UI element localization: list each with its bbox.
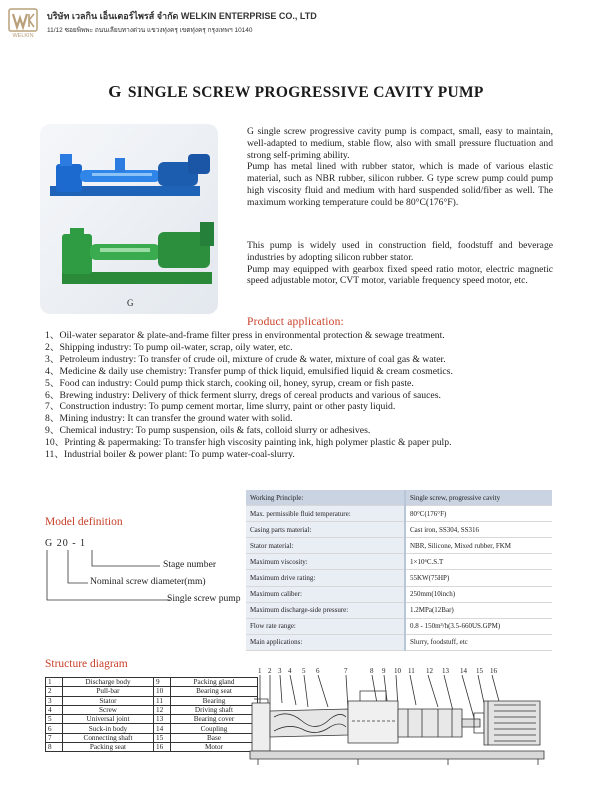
- diagram-callout-number: 9: [382, 667, 386, 675]
- spec-value: 0.8 - 150m³/h(3.5-660US.GPM): [405, 618, 552, 634]
- diagram-callout-number: 13: [442, 667, 449, 675]
- company-logo: [8, 8, 38, 38]
- spec-key: Maximum discharge-side pressure:: [246, 602, 405, 618]
- model-stage-label: Stage number: [163, 559, 217, 570]
- spec-value: 1.2MPa(12Bar): [405, 602, 552, 618]
- table-row: [46, 678, 258, 687]
- description-paragraph-1: G single screw progressive cavity pump is compact, small, easy to maintain, well-adapted to medium, stable flow, also with small pressure fluctuation and strong self-priming ability. Pump has metal lined with rubber stator, which is made of various elastic material, such as NBR rubber, silicon rubber. G type screw pump could pump high viscosity fluid and medium with hard suspended solid/fiber as well. The maximum working temperature could be 80°C(176°F).: [247, 126, 553, 208]
- table-row: [246, 506, 552, 522]
- spec-value: Slurry, foodstuff, etc: [405, 634, 552, 650]
- list-item: 4、Medicine & daily use chemistry: Transfer pump of thick liquid, emulsified liquid & cream cosmetics.: [45, 365, 453, 377]
- diagram-callout-number: 15: [476, 667, 483, 675]
- model-diameter-label: Nominal screw diameter(mm): [90, 576, 206, 587]
- structure-diagram: [248, 665, 548, 769]
- part-name: Packing seat: [63, 743, 154, 752]
- part-name: Packing gland: [171, 678, 258, 687]
- table-row: [246, 586, 552, 602]
- diagram-callout-number: 11: [408, 667, 415, 675]
- part-number: 7: [46, 733, 63, 742]
- part-name: Pull-bar: [63, 687, 154, 696]
- diagram-callout-number: 8: [370, 667, 374, 675]
- model-pump-label: Single screw pump: [167, 593, 241, 604]
- list-item: 3、Petroleum industry: To transfer of crude oil, mixture of crude & water, mixture of coal gas & water.: [45, 353, 446, 365]
- diagram-callout-number: 7: [344, 667, 348, 675]
- part-number: 3: [46, 696, 63, 705]
- list-item: 10、Printing & papermaking: To transfer high viscosity painting ink, high polymer plastic & paper pulp.: [45, 437, 452, 449]
- part-number: 11: [154, 696, 171, 705]
- diagram-callout-number: 14: [460, 667, 467, 675]
- part-name: Bearing: [171, 696, 258, 705]
- part-number: 15: [154, 733, 171, 742]
- part-number: 2: [46, 687, 63, 696]
- part-number: 8: [46, 743, 63, 752]
- part-name: Bearing cover: [171, 715, 258, 724]
- table-row: [246, 618, 552, 634]
- spec-value: Cast iron, SS304, SS316: [405, 522, 552, 538]
- spec-key: Stator material:: [246, 538, 405, 554]
- title-letter: G: [108, 82, 122, 101]
- spec-value: 250mm(10inch): [405, 586, 552, 602]
- diagram-callout-number: 3: [278, 667, 282, 675]
- list-item: 1、Oil-water separator & plate-and-frame filter press in environmental protection & sewage treatment.: [45, 330, 445, 341]
- part-name: Motor: [171, 743, 258, 752]
- table-row: [46, 687, 258, 696]
- diagram-callout-number: 10: [394, 667, 401, 675]
- diagram-callout-number: 1: [258, 667, 262, 675]
- part-number: 12: [154, 705, 171, 714]
- part-number: 5: [46, 715, 63, 724]
- list-item: 9、Chemical industry: To pump suspension, oils & fats, colloid slurry or adhesives.: [45, 425, 371, 437]
- part-name: Stator: [63, 696, 154, 705]
- page-title: [0, 82, 592, 102]
- table-row: [46, 733, 258, 742]
- part-number: 1: [46, 678, 63, 687]
- title-text: SINGLE SCREW PROGRESSIVE CAVITY PUMP: [127, 84, 484, 101]
- part-number: 4: [46, 705, 63, 714]
- list-item: 7、Construction industry: To pump cement mortar, lime slurry, paint or other pasty liquid.: [45, 401, 396, 413]
- part-name: Discharge body: [63, 678, 154, 687]
- diagram-callout-number: 16: [490, 667, 497, 675]
- table-row: [246, 602, 552, 618]
- application-heading: Product application:: [247, 316, 344, 328]
- part-name: Suck-in body: [63, 724, 154, 733]
- part-number: 10: [154, 687, 171, 696]
- part-number: 13: [154, 715, 171, 724]
- diagram-callout-number: 12: [426, 667, 433, 675]
- spec-key: Working Principle:: [246, 490, 405, 506]
- part-name: Bearing seat: [171, 687, 258, 696]
- table-row: [246, 522, 552, 538]
- table-row: [46, 724, 258, 733]
- spec-key: Maximum caliber:: [246, 586, 405, 602]
- part-name: Screw: [63, 705, 154, 714]
- part-number: 6: [46, 724, 63, 733]
- part-name: Base: [171, 733, 258, 742]
- spec-key: Flow rate range:: [246, 618, 405, 634]
- part-number: 9: [154, 678, 171, 687]
- list-item: 8、Mining industry: It can transfer the ground water with solid.: [45, 413, 293, 425]
- diagram-callout-number: 2: [268, 667, 272, 675]
- diagram-callout-number: 4: [288, 667, 292, 675]
- diagram-callout-number: 6: [316, 667, 320, 675]
- model-code: G 20 - 1: [45, 538, 87, 549]
- table-row: [246, 570, 552, 586]
- spec-value: Single screw, progressive cavity: [405, 490, 552, 506]
- spec-value: NBR, Silicone, Mixed rubber, FKM: [405, 538, 552, 554]
- table-row: [46, 696, 258, 705]
- spec-key: Max. permissible fluid temperature:: [246, 506, 405, 522]
- company-address: 11/12 ซอยพิพพะ ถนนเลียบทางด่วน แขวงทุ่งครุ เขตทุ่งครุ กรุงเทพฯ 10140: [47, 27, 253, 34]
- parts-table: [45, 677, 258, 752]
- list-item: 2、Shipping industry: To pump oil-water, scrap, oily water, etc.: [45, 341, 293, 353]
- part-number: 14: [154, 724, 171, 733]
- spec-value: 55KW(75HP): [405, 570, 552, 586]
- list-item: 5、Food can industry: Could pump thick starch, cooking oil, honey, syrup, cream or fish paste.: [45, 377, 414, 389]
- photo-label: G: [127, 298, 134, 308]
- spec-value: 1×10⁶C.S.T: [405, 554, 552, 570]
- part-name: Universal joint: [63, 715, 154, 724]
- description-paragraph-2: This pump is widely used in construction field, foodstuff and beverage industries by adopting silicon rubber stator. Pump may equipped with gearbox fixed speed ratio motor, electric magnetic speed adjustable motor, CVT motor, variable frequency speed motor, etc.: [247, 240, 553, 287]
- model-definition-heading: Model definition: [45, 516, 123, 528]
- table-row: [46, 743, 258, 752]
- spec-key: Main applications:: [246, 634, 405, 650]
- spec-key: Maximum viscosity:: [246, 554, 405, 570]
- table-row: [246, 490, 552, 506]
- list-item: 6、Brewing industry: Delivery of thick ferment slurry, dregs of cereal products and various of sauces.: [45, 389, 441, 401]
- table-row: [246, 554, 552, 570]
- spec-key: Casing parts material:: [246, 522, 405, 538]
- spec-value: 80°C(176°F): [405, 506, 552, 522]
- table-row: [246, 634, 552, 650]
- application-list: [45, 330, 453, 461]
- diagram-callout-number: 5: [302, 667, 306, 675]
- list-item: 11、Industrial boiler & power plant: To pump water-coal-slurry.: [45, 449, 295, 461]
- spec-table: [246, 490, 552, 651]
- company-name: บริษัท เวลกิน เอ็นเตอร์ไพรส์ จำกัด WELKIN ENTERPRISE CO., LTD: [47, 11, 317, 21]
- table-row: [46, 705, 258, 714]
- table-row: [246, 538, 552, 554]
- structure-heading: Structure diagram: [45, 658, 128, 670]
- spec-key: Maximum drive rating:: [246, 570, 405, 586]
- product-photo: [40, 124, 218, 314]
- part-name: Driving shaft: [171, 705, 258, 714]
- table-row: [46, 715, 258, 724]
- part-name: Coupling: [171, 724, 258, 733]
- logo-wordmark: WELKIN: [12, 33, 34, 38]
- part-name: Connecting shaft: [63, 733, 154, 742]
- part-number: 16: [154, 743, 171, 752]
